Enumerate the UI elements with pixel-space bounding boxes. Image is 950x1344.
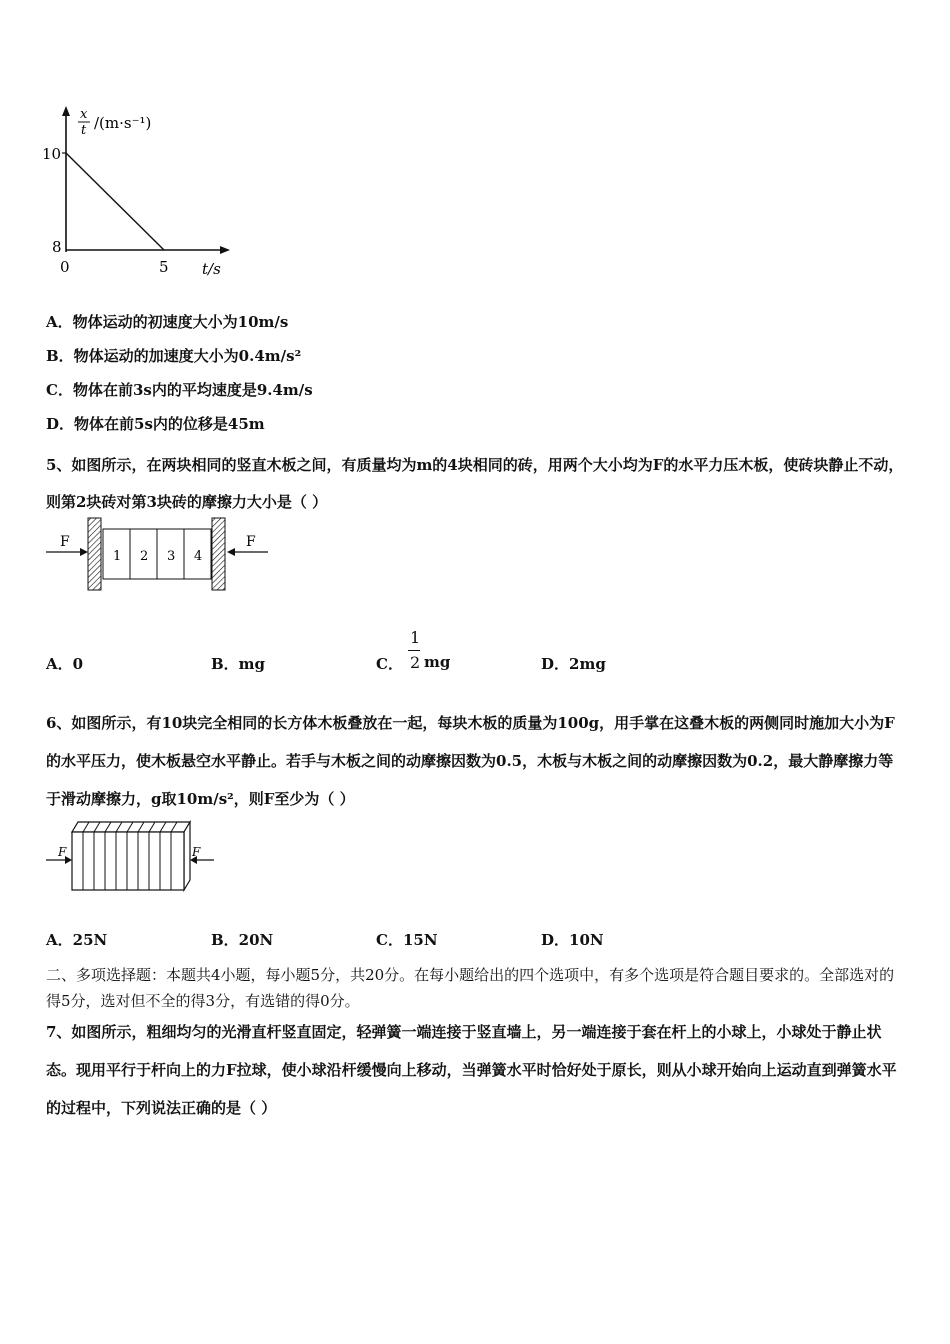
y-tick-10: 10 <box>42 145 62 163</box>
q6-right-force-label: F <box>192 845 201 859</box>
q4-option-c: C．物体在前3s内的平均速度是9.4m/s <box>46 381 313 399</box>
q6-option-c: C．15N <box>376 931 438 949</box>
q6-left-force-label: F <box>58 845 67 859</box>
boards-figure <box>40 818 220 898</box>
bricks-figure <box>40 512 280 597</box>
right-board <box>212 518 225 590</box>
q5-option-c-numerator: 1 <box>410 628 421 647</box>
q6-option-b: B．20N <box>211 931 274 949</box>
q5-option-b: B．mg <box>211 655 266 673</box>
y-axis-arrow <box>62 106 70 116</box>
x-axis-arrow <box>220 246 230 254</box>
brick-label-2: 2 <box>140 549 149 564</box>
brick-label-4: 4 <box>194 549 203 564</box>
left-force-label: F <box>60 534 70 550</box>
q5-option-c-denominator: 2 <box>410 653 421 672</box>
y-tick-8: 8 <box>52 238 62 256</box>
brick-label-1: 1 <box>113 549 122 564</box>
ylabel-num: x <box>80 107 88 122</box>
q5-stem: 5、如图所示，在两块相同的竖直木板之间，有质量均为m的4块相同的砖，用两个大小均为F的水平力压木板，使砖块静止不动，则第2块砖对第3块砖的摩擦力大小是（ ） <box>46 456 904 511</box>
q5-option-d: D．2mg <box>541 655 606 673</box>
ylabel-den: t <box>81 123 87 138</box>
q4-option-d: D．物体在前5s内的位移是45m <box>46 415 265 433</box>
q5-option-a: A．0 <box>46 655 84 673</box>
brick-label-3: 3 <box>167 549 176 564</box>
boards-stack <box>72 822 190 890</box>
right-force-arrowhead <box>227 548 235 556</box>
xlabel: t/s <box>202 260 221 278</box>
q5-option-c-fraction-bar <box>408 650 420 651</box>
x-tick-5: 5 <box>159 258 169 276</box>
q6-stem: 6、如图所示，有10块完全相同的长方体木板叠放在一起，每块木板的质量为100g，用手掌在这叠木板的两侧同时施加大小为F的水平压力，使木板悬空水平静止。若手与木板之间的动摩擦因数为0.5，木板与木板之间的动摩擦因数为0.2，最大静摩擦力等于滑动摩擦力，g取10m/s²，则F至少为（ ） <box>46 714 895 808</box>
data-line <box>66 153 164 250</box>
right-force-label: F <box>246 534 256 550</box>
velocity-time-graph <box>36 100 246 285</box>
q5-option-c <box>376 628 466 676</box>
q4-option-a: A．物体运动的初速度大小为10m/s <box>46 313 289 331</box>
q6-option-a: A．25N <box>46 931 108 949</box>
left-force-arrowhead <box>80 548 88 556</box>
ylabel-unit: /(m·s⁻¹) <box>94 114 152 132</box>
x-tick-0: 0 <box>60 258 70 276</box>
q5-option-c-prefix: C． <box>376 655 403 673</box>
section-heading: 二、多项选择题：本题共4小题，每小题5分，共20分。在每小题给出的四个选项中，有多个选项是符合题目要求的。全部选对的得5分，选对但不全的得3分，有选错的得0分。 <box>46 966 895 1010</box>
q6-option-d: D．10N <box>541 931 604 949</box>
q4-option-b: B．物体运动的加速度大小为0.4m/s² <box>46 347 302 365</box>
q5-option-c-suffix: mg <box>424 653 451 671</box>
left-board <box>88 518 101 590</box>
q7-stem: 7、如图所示，粗细均匀的光滑直杆竖直固定，轻弹簧一端连接于竖直墙上，另一端连接于套在杆上的小球上，小球处于静止状态。现用平行于杆向上的力F拉球，使小球沿杆缓慢向上移动，当弹簧水平时恰好处于原长，则从小球开始向上运动直到弹簧水平的过程中，下列说法正确的是（ ） <box>46 1023 897 1117</box>
